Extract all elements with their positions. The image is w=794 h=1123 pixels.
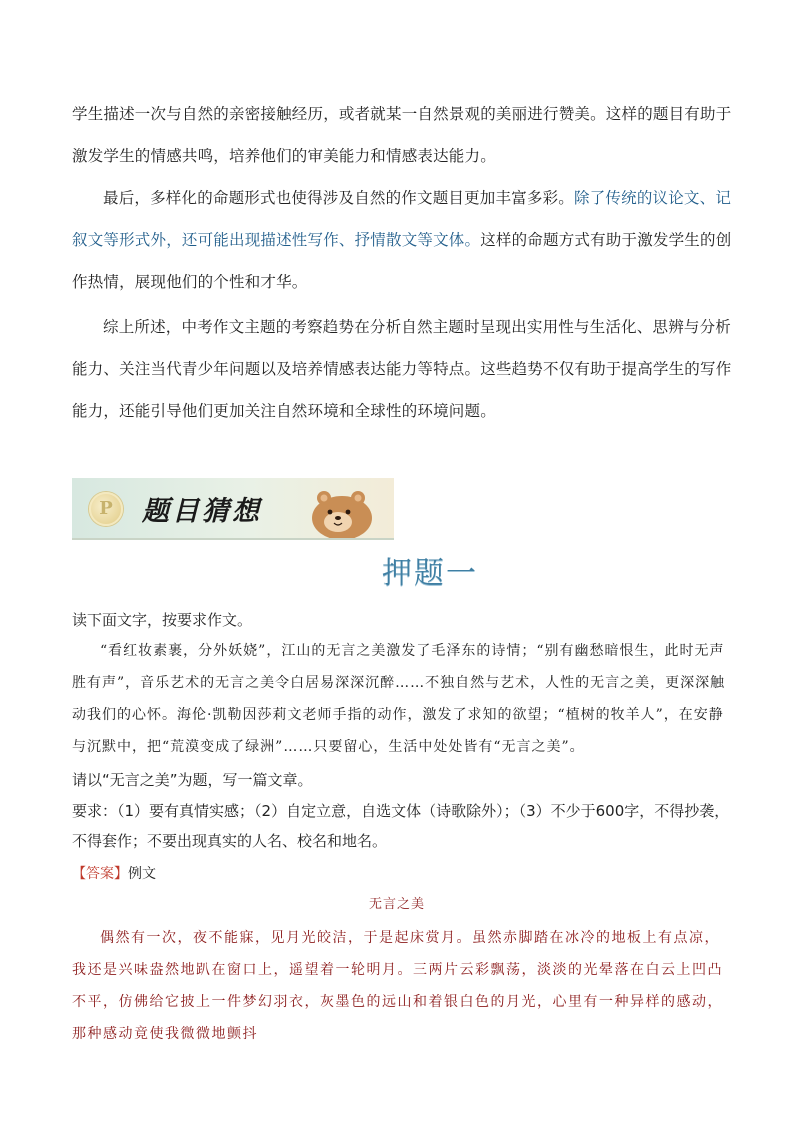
essay-title: 无言之美	[368, 897, 425, 912]
answer-label: 【答案】	[72, 866, 128, 882]
task-quote: “看红妆素裹，分外妖娆”，江山的无言之美激发了毛泽东的诗情；“别有幽愁暗恨生，此时无声胜有声”，音乐艺术的无言之美令白居易深深沉醉……不独自然与艺术，人性的无言之美，更深深触动我们的心怀。海伦·凯勒因莎莉文老师手指的动作，激发了求知的欲望；“植树的牧羊人”，在安静与沉默中，把“荒漠变成了绿洲”……只要留心，生活中处处皆有“无言之美”。	[72, 643, 726, 755]
section-banner	[72, 478, 394, 540]
coin-icon: P	[89, 492, 123, 526]
answer-label-suffix: 例文	[128, 866, 156, 882]
intro-paragraph-2	[72, 177, 732, 303]
bear-mascot-icon	[304, 484, 384, 538]
intro-paragraph-2-start: 最后，多样化的命题形式也使得涉及自然的作文题目更加丰富多彩。	[103, 189, 575, 207]
task-prompt: 请以“无言之美”为题，写一篇文章。	[72, 771, 313, 789]
section-heading: 押题一	[382, 556, 478, 591]
intro-paragraph-3: 综上所述，中考作文主题的考察趋势在分析自然主题时呈现出实用性与生活化、思辨与分析能力、关注当代青少年问题以及培养情感表达能力等特点。这些趋势不仅有助于提高学生的写作能力，还能引导他们更加关注自然环境和全球性的环境问题。	[72, 318, 732, 420]
banner-title: 题目猜想	[142, 496, 262, 527]
intro-paragraph-1: 学生描述一次与自然的亲密接触经历，或者就某一自然景观的美丽进行赞美。这样的题目有助于激发学生的情感共鸣，培养他们的审美能力和情感表达能力。	[72, 105, 732, 165]
intro-paragraph-2-end: 这样的命题方式有助于激发学生的创作热情，展现他们的个性和才华。	[72, 231, 732, 291]
task-requirements: 要求：（1）要有真情实感；（2）自定立意，自选文体（诗歌除外）；（3）不少于600字，不得抄袭，不得套作；不要出现真实的人名、校名和地名。	[72, 802, 730, 850]
essay-text: 偶然有一次，夜不能寐，见月光皎洁，于是起床赏月。虽然赤脚踏在冰冷的地板上有点凉，我还是兴味盎然地趴在窗口上，遥望着一轮明月。三两片云彩飘荡，淡淡的光晕落在白云上凹凸不平，仿佛给它披上一件梦幻羽衣，灰墨色的远山和着银白色的月光，心里有一种异样的感动，那种感动竟使我微微地颤抖	[72, 930, 723, 1042]
task-instruction: 读下面文字，按要求作文。	[72, 611, 253, 629]
answer-label-line	[72, 858, 732, 890]
intro-paragraph-2-highlight: 除了传统的议论文、记叙文等形式外，还可能出现描述性写作、抒情散文等文体。	[72, 189, 732, 249]
